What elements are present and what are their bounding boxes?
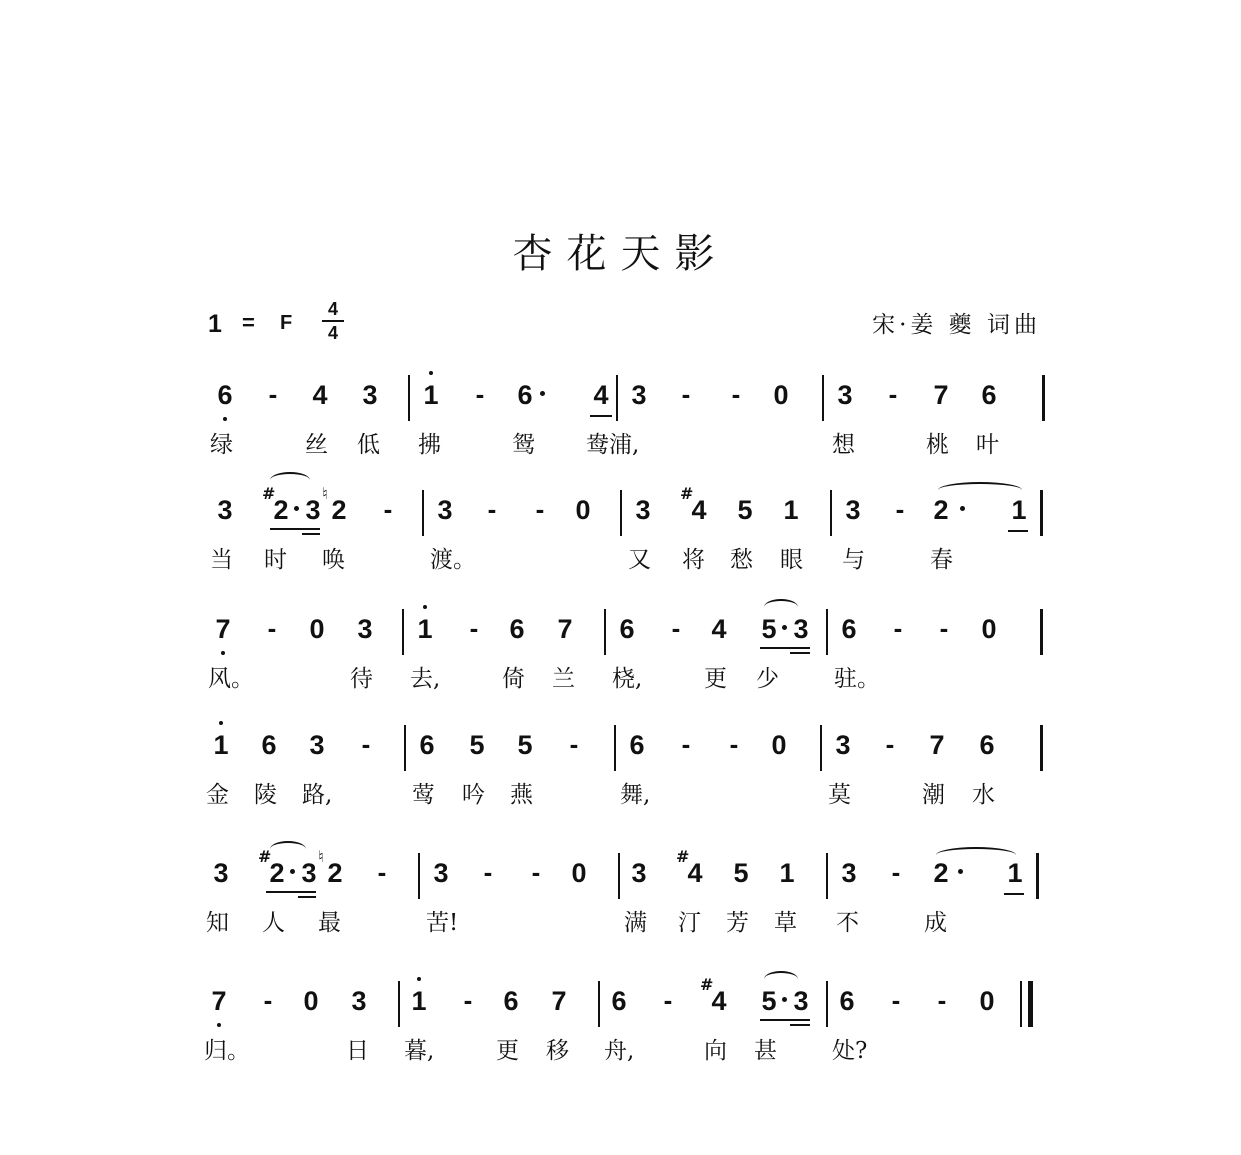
note: 3 [793, 614, 809, 644]
lyric: 甚 [754, 1038, 777, 1064]
bar-line [398, 981, 400, 1027]
lyric: 丝 [305, 432, 328, 458]
note: 1 [416, 375, 446, 415]
note: 6 [839, 986, 855, 1016]
lyric: 倚 [502, 666, 525, 692]
lyric: 春 [930, 547, 953, 573]
lyric: 愁 [730, 547, 753, 573]
note: 3 [357, 614, 373, 644]
note: 2 [273, 495, 289, 525]
lyric: 潮 [922, 782, 945, 808]
lyric: 绿 [210, 432, 233, 458]
note: 3 [351, 986, 367, 1016]
lyric: 又 [628, 547, 651, 573]
lyric: 向 [704, 1038, 727, 1064]
lyric: 不 [836, 910, 859, 936]
note: 6 [629, 730, 645, 760]
key-do: 1 [208, 310, 222, 338]
dash: - [469, 613, 479, 643]
note: 0 [575, 495, 591, 525]
note: 3 [217, 495, 233, 525]
natural-sign: ♮ [322, 484, 328, 503]
notes-row-4 [0, 725, 1241, 785]
underline [1004, 893, 1024, 895]
dash: - [729, 729, 739, 759]
note: 7 [933, 380, 949, 410]
lyric: 去, [410, 666, 441, 692]
note: 4 [687, 858, 703, 888]
bar-line [616, 375, 618, 421]
note: 5 [761, 986, 777, 1016]
slur [270, 472, 310, 488]
bar-line [826, 853, 828, 899]
note: 3 [437, 495, 453, 525]
note: 0 [303, 986, 319, 1016]
key-equals: = [242, 310, 255, 335]
lyric: 金 [206, 782, 229, 808]
note: 6 [517, 380, 533, 410]
underline [790, 1024, 810, 1026]
lyric: 更 [704, 666, 727, 692]
bar-line [422, 490, 424, 536]
lyric: 陵 [254, 782, 277, 808]
note: 3 [362, 380, 378, 410]
note: 7 [208, 609, 238, 649]
time-signature [322, 300, 344, 342]
bar-line [830, 490, 832, 536]
dash: - [361, 729, 371, 759]
lyric: 移 [546, 1038, 569, 1064]
score-system-4 [0, 725, 1241, 835]
lyric: 人 [262, 910, 285, 936]
lyric: 暮, [404, 1038, 435, 1064]
bar-line [402, 609, 404, 655]
dash: - [885, 729, 895, 759]
lyric: 草 [774, 910, 797, 936]
augmentation-dot [540, 391, 545, 396]
note: 3 [631, 380, 647, 410]
lyrics-row-2 [0, 542, 1241, 578]
lyric: 莺 [412, 782, 435, 808]
sharp-sign: # [676, 847, 690, 866]
lyric: 处? [832, 1038, 868, 1064]
bar-line [418, 853, 420, 899]
note: 0 [309, 614, 325, 644]
note: 0 [773, 380, 789, 410]
dash: - [939, 613, 949, 643]
bar-line [826, 609, 828, 655]
bar-line [826, 981, 828, 1027]
bar-line [1042, 375, 1045, 421]
note: 5 [761, 614, 777, 644]
underline [1008, 530, 1028, 532]
note: 3 [305, 495, 321, 525]
lyric: 唤 [322, 547, 345, 573]
lyric: 少 [756, 666, 779, 692]
sharp-sign: # [700, 975, 714, 994]
lyrics-row-4 [0, 777, 1241, 813]
dash: - [475, 379, 485, 409]
bar-line [1040, 609, 1043, 655]
lyric: 舞, [620, 782, 651, 808]
note: 3 [631, 858, 647, 888]
underline [298, 896, 316, 898]
lyric: 满 [624, 910, 647, 936]
sharp-sign: # [258, 847, 272, 866]
dash: - [731, 379, 741, 409]
note: 6 [619, 614, 635, 644]
lyric: 时 [264, 547, 287, 573]
dash: - [671, 613, 681, 643]
dash: - [891, 857, 901, 887]
note: 1 [404, 981, 434, 1021]
note: 4 [312, 380, 328, 410]
note: 7 [929, 730, 945, 760]
lyric: 芳 [726, 910, 749, 936]
song-title: 杏花天影 [512, 231, 729, 277]
lyrics-row-1 [0, 427, 1241, 463]
lyrics-row-5 [0, 905, 1241, 941]
score-system-5 [0, 847, 1241, 963]
underline [790, 652, 810, 654]
score-system-3 [0, 609, 1241, 719]
score-system-6 [0, 975, 1241, 1091]
dash: - [263, 985, 273, 1015]
note: 3 [213, 858, 229, 888]
lyric: 驻。 [834, 666, 880, 692]
note: 6 [503, 986, 519, 1016]
note: 0 [571, 858, 587, 888]
note: 5 [737, 495, 753, 525]
note: 3 [309, 730, 325, 760]
sharp-sign: # [262, 484, 276, 503]
score-system-1 [0, 375, 1241, 485]
bar-line [404, 725, 406, 771]
note: 6 [509, 614, 525, 644]
notes-row-6 [0, 975, 1241, 1041]
augmentation-dot [960, 506, 965, 511]
dash: - [937, 985, 947, 1015]
lyric: 风。 [208, 666, 254, 692]
lyrics-row-3 [0, 661, 1241, 697]
lyric: 想 [832, 432, 855, 458]
bar-line [604, 609, 606, 655]
note: 3 [301, 858, 317, 888]
note: 6 [419, 730, 435, 760]
lyric: 归。 [204, 1038, 250, 1064]
bar-line [1036, 853, 1039, 899]
note: 7 [557, 614, 573, 644]
final-bar-line-thin [1020, 981, 1022, 1027]
dash: - [891, 985, 901, 1015]
note: 6 [979, 730, 995, 760]
bar-line [1040, 725, 1043, 771]
note: 5 [517, 730, 533, 760]
dash: - [681, 379, 691, 409]
lyric: 待 [350, 666, 373, 692]
note: 0 [771, 730, 787, 760]
note: 1 [779, 858, 795, 888]
note: 1 [1011, 495, 1027, 525]
augmentation-dot [958, 869, 963, 874]
bar-line [598, 981, 600, 1027]
sharp-sign: # [680, 484, 694, 503]
lyric: 鸯浦, [586, 432, 640, 458]
note: 4 [711, 614, 727, 644]
lyric: 更 [496, 1038, 519, 1064]
dash: - [531, 857, 541, 887]
note: 3 [841, 858, 857, 888]
lyric: 舟, [604, 1038, 635, 1064]
bar-line [614, 725, 616, 771]
note: 1 [783, 495, 799, 525]
dash: - [383, 494, 393, 524]
lyric: 成 [924, 910, 947, 936]
note: 3 [837, 380, 853, 410]
bar-line [618, 853, 620, 899]
notes-row-5 [0, 847, 1241, 913]
lyric: 汀 [678, 910, 701, 936]
dash: - [535, 494, 545, 524]
underline [270, 528, 320, 530]
note: 7 [551, 986, 567, 1016]
dash: - [268, 379, 278, 409]
dash: - [895, 494, 905, 524]
note: 2 [933, 495, 949, 525]
underline [760, 647, 810, 649]
note: 3 [635, 495, 651, 525]
dash: - [487, 494, 497, 524]
lyric: 莫 [828, 782, 851, 808]
time-signature-line [322, 320, 344, 322]
lyric: 与 [842, 547, 865, 573]
note: 7 [204, 981, 234, 1021]
bar-line [408, 375, 410, 421]
natural-sign: ♮ [318, 847, 324, 866]
lyric: 低 [357, 432, 380, 458]
note: 5 [469, 730, 485, 760]
note: 2 [933, 858, 949, 888]
lyric: 桃 [926, 432, 949, 458]
notes-row-3 [0, 609, 1241, 669]
underline [266, 891, 316, 893]
final-bar-line-thick [1028, 981, 1033, 1027]
note: 2 [331, 495, 347, 525]
dash: - [569, 729, 579, 759]
bar-line [1040, 490, 1043, 536]
composer-credit: 宋·姜 夔 词曲 [872, 312, 1041, 338]
notes-row-2 [0, 484, 1241, 550]
note: 1 [1007, 858, 1023, 888]
lyric: 桡, [612, 666, 643, 692]
lyric: 兰 [552, 666, 575, 692]
note: 6 [981, 380, 997, 410]
note: 3 [835, 730, 851, 760]
underline [760, 1019, 810, 1021]
note: 2 [327, 858, 343, 888]
lyric: 知 [206, 910, 229, 936]
lyric: 燕 [510, 782, 533, 808]
note: 4 [711, 986, 727, 1016]
note: 5 [733, 858, 749, 888]
note: 4 [691, 495, 707, 525]
note: 6 [210, 375, 240, 415]
lyric: 日 [346, 1038, 369, 1064]
lyric: 吟 [462, 782, 485, 808]
note: 0 [979, 986, 995, 1016]
lyric: 将 [682, 547, 705, 573]
note: 2 [269, 858, 285, 888]
dash: - [463, 985, 473, 1015]
note: 6 [261, 730, 277, 760]
note: 4 [593, 380, 609, 410]
lyric: 渡。 [430, 547, 476, 573]
lyrics-row-6 [0, 1033, 1241, 1069]
key-tonic: F [280, 312, 293, 334]
bar-line [620, 490, 622, 536]
note: 3 [845, 495, 861, 525]
time-numerator: 4 [327, 299, 338, 319]
lyric: 叶 [976, 432, 999, 458]
dash: - [377, 857, 387, 887]
underline [302, 533, 320, 535]
bar-line [822, 375, 824, 421]
notes-row-1 [0, 375, 1241, 435]
note: 6 [841, 614, 857, 644]
lyric: 最 [318, 910, 341, 936]
note: 1 [410, 609, 440, 649]
score-system-2 [0, 484, 1241, 600]
note: 0 [981, 614, 997, 644]
lyric: 当 [210, 547, 233, 573]
dash: - [888, 379, 898, 409]
dash: - [663, 985, 673, 1015]
dash: - [483, 857, 493, 887]
dash: - [267, 613, 277, 643]
time-denominator: 4 [327, 323, 338, 343]
lyric: 水 [972, 782, 995, 808]
lyric: 鸳 [512, 432, 535, 458]
lyric: 眼 [780, 547, 803, 573]
note: 3 [793, 986, 809, 1016]
note: 1 [206, 725, 236, 765]
note: 3 [433, 858, 449, 888]
note: 6 [611, 986, 627, 1016]
lyric: 苦! [426, 910, 459, 936]
dash: - [681, 729, 691, 759]
dash: - [893, 613, 903, 643]
lyric: 路, [302, 782, 333, 808]
underline [590, 415, 612, 417]
bar-line [820, 725, 822, 771]
lyric: 拂 [418, 432, 441, 458]
